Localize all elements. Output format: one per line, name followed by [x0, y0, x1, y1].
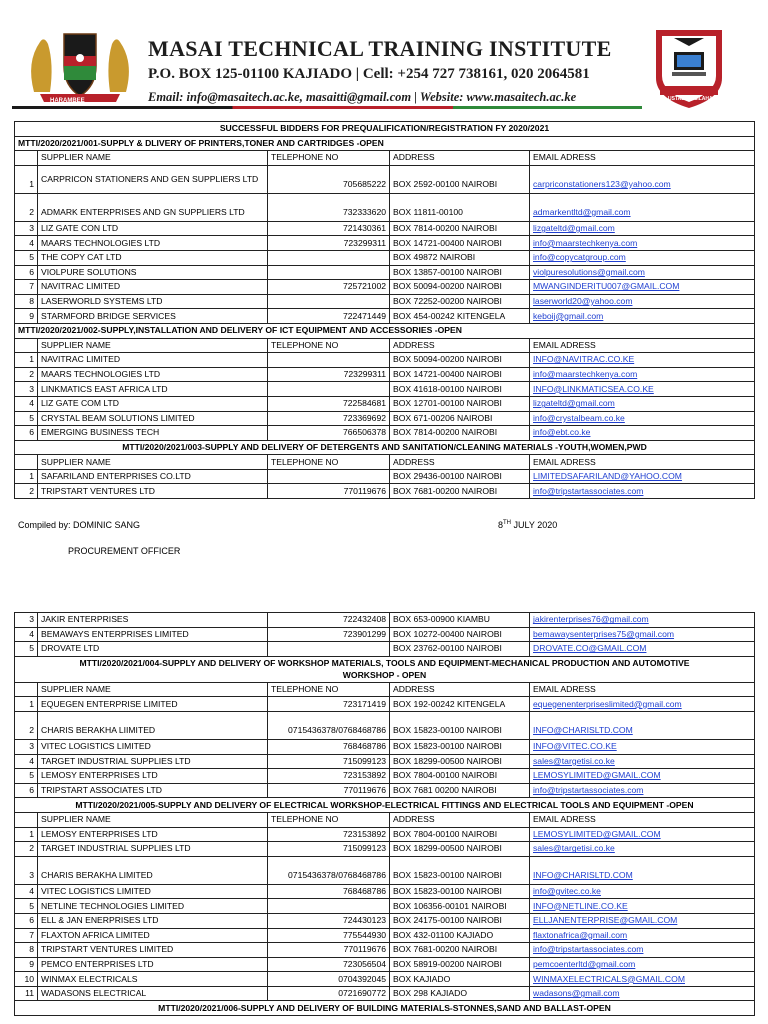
email-link[interactable]: info@crystalbeam.co.ke: [530, 411, 755, 426]
table-row: 1 EQUEGEN ENTERPRISE LIMITED 723171419 BOX 192-00242 KITENGELA equegenenterpriseslimited@gmail.com: [15, 697, 755, 712]
column-header-row: SUPPLIER NAME TELEPHONE NO ADDRESS EMAIL ADRESS: [15, 812, 755, 827]
color-stripe: [12, 106, 642, 109]
table-row: 3 JAKIR ENTERPRISES 722432408 BOX 653-00900 KIAMBU jakirenterprises76@gmail.com: [15, 613, 755, 628]
table-row: 2 MAARS TECHNOLOGIES LTD 723299311 BOX 14721-00400 NAIROBI info@maarstechkenya.com: [15, 367, 755, 382]
section-title: MTTI/2020/2021/005-SUPPLY AND DELIVERY OF ELECTRICAL WORKSHOP-ELECTRICAL FITTINGS AND ELECTRICAL TOOLS AND EQUIPMENT -OPEN: [15, 798, 755, 813]
table-row: 1 NAVITRAC LIMITED BOX 50094-00200 NAIROBI INFO@NAVITRAC.CO.KE: [15, 353, 755, 368]
table-row: 2 CHARIS BERAKHA LIIMITED 0715436378/0768468786 BOX 15823-00100 NAIROBI INFO@CHARISLTD.COM: [15, 711, 755, 739]
email-link[interactable]: violpuresolutions@gmail.com: [530, 265, 755, 280]
document-title: SUCCESSFUL BIDDERS FOR PREQUALIFICATION/REGISTRATION FY 2020/2021: [15, 122, 755, 137]
email-link[interactable]: INFO@VITEC.CO.KE: [530, 739, 755, 754]
email-link[interactable]: lizgateltd@gmail.com: [530, 221, 755, 236]
institute-contacts: Email: info@masaitech.ac.ke, masaitti@gmail.com | Website: www.masaitech.ac.ke: [148, 90, 577, 104]
email-link[interactable]: lizgateltd@gmail.com: [530, 396, 755, 411]
col-telephone: TELEPHONE NO: [268, 151, 390, 166]
table-row: 3 VITEC LOGISTICS LIMITED 768468786 BOX 15823-00100 NAIROBI INFO@VITEC.CO.KE: [15, 739, 755, 754]
officer-title: PROCUREMENT OFFICER: [68, 546, 181, 556]
table-row: 8 TRIPSTART VENTURES LIMITED 770119676 BOX 7681-00200 NAIROBI info@tripstartassociates.com: [15, 943, 755, 958]
table-row: 9 STARMFORD BRIDGE SERVICES 722471449 BOX 454-00242 KITENGELA keboij@gmail.com: [15, 309, 755, 324]
section-title: MTTI/2020/2021/004-SUPPLY AND DELIVERY OF WORKSHOP MATERIALS, TOOLS AND EQUIPMENT-MECHANICAL PRODUCTION AND AUTOMOTIVE WORKSHOP - OPEN: [15, 656, 755, 682]
table-row: 8 LASERWORLD SYSTEMS LTD BOX 72252-00200 NAIROBI laserworld20@yahoo.com: [15, 294, 755, 309]
table-row: 5 DROVATE LTD BOX 23762-00100 NAIROBI DROVATE.CO@GMAIL.COM: [15, 642, 755, 657]
col-supplier-name: SUPPLIER NAME: [38, 151, 268, 166]
table-row: 5 NETLINE TECHNOLOGIES LIMITED BOX 106356-00101 NAIROBI INFO@NETLINE.CO.KE: [15, 899, 755, 914]
email-link[interactable]: wadasons@gmail.com: [530, 986, 755, 1001]
section-title: MTTI/2020/2021/006-SUPPLY AND DELIVERY OF BUILDING MATERIALS-STONNES,SAND AND BALLAST-OPEN: [15, 1001, 755, 1016]
email-link[interactable]: ELLJANENTERPRISE@GMAIL.COM: [530, 913, 755, 928]
email-link[interactable]: INFO@CHARISLTD.COM: [530, 856, 755, 884]
table-row: 6 ELL & JAN ENERPRISES LTD 724430123 BOX 24175-00100 NAIROBI ELLJANENTERPRISE@GMAIL.COM: [15, 913, 755, 928]
col-email: EMAIL ADRESS: [530, 151, 755, 166]
email-link[interactable]: keboij@gmail.com: [530, 309, 755, 324]
table-row: 4 BEMAWAYS ENTERPRISES LIMITED 723901299 BOX 10272-00400 NAIROBI bemawaysenterprises75@gmail.com: [15, 627, 755, 642]
email-link[interactable]: info@ebt.co.ke: [530, 426, 755, 441]
table-row: 6 EMERGING BUSINESS TECH 766506378 BOX 7814-00200 NAIROBI info@ebt.co.ke: [15, 426, 755, 441]
email-link[interactable]: info@copycatgroup.com: [530, 250, 755, 265]
table-row: 3 LINKMATICS EAST AFRICA LTD BOX 41618-00100 NAIROBI INFO@LINKMATICSEA.CO.KE: [15, 382, 755, 397]
table-row: 1 CARPRICON STATIONERS AND GEN SUPPLIERS LTD 705685222 BOX 2592-00100 NAIROBI carpriconstationers123@yahoo.com: [15, 165, 755, 193]
table-row: 4 LIZ GATE COM LTD 722584681 BOX 12701-00100 NAIROBI lizgateltd@gmail.com: [15, 396, 755, 411]
table-row: 4 TARGET INDUSTRIAL SUPPLIES LTD 715099123 BOX 18299-00500 NAIROBI sales@targetisi.co.ke: [15, 754, 755, 769]
email-link[interactable]: INFO@NAVITRAC.CO.KE: [530, 353, 755, 368]
column-header-row: [15, 151, 755, 166]
table-row: 7 NAVITRAC LIMITED 725721002 BOX 50094-00200 NAIROBI MWANGINDERITU007@GMAIL.COM: [15, 280, 755, 295]
email-link[interactable]: INFO@CHARISLTD.COM: [530, 711, 755, 739]
email-link[interactable]: LEMOSYLIMITED@GMAIL.COM: [530, 827, 755, 842]
col-address: ADDRESS: [390, 151, 530, 166]
email-link[interactable]: pemcoenterltd@gmail.com: [530, 957, 755, 972]
table-row: 3 CHARIS BERAKHA LIMITED 0715436378/0768468786 BOX 15823-00100 NAIROBI INFO@CHARISLTD.COM: [15, 856, 755, 884]
table-row: 4 MAARS TECHNOLOGIES LTD 723299311 BOX 14721-00400 NAIROBI info@maarstechkenya.com: [15, 236, 755, 251]
institute-name: MASAI TECHNICAL TRAINING INSTITUTE: [148, 36, 612, 61]
email-link[interactable]: LIMITEDSAFARILAND@YAHOO.COM: [530, 469, 755, 484]
email-link[interactable]: LEMOSYLIMITED@GMAIL.COM: [530, 769, 755, 784]
section-title: MTTI/2020/2021/002-SUPPLY,INSTALLATION AND DELIVERY OF ICT EQUIPMENT AND ACCESSORIES -OPEN: [15, 323, 755, 338]
table-row: 1 SAFARILAND ENTERPRISES CO.LTD BOX 29436-00100 NAIROBI LIMITEDSAFARILAND@YAHOO.COM: [15, 469, 755, 484]
email-link[interactable]: jakirenterprises76@gmail.com: [530, 613, 755, 628]
column-header-row: SUPPLIER NAME TELEPHONE NO ADDRESS EMAIL ADRESS: [15, 338, 755, 353]
table-row: 10 WINMAX ELECTRICALS 0704392045 BOX KAJIADO WINMAXELECTRICALS@GMAIL.COM: [15, 972, 755, 987]
column-header-row: SUPPLIER NAME TELEPHONE NO ADDRESS EMAIL ADRESS: [15, 455, 755, 470]
section-title: MTTI/2020/2021/001-SUPPLY & DLIVERY OF PRINTERS,TONER AND CARTRIDGES -OPEN: [15, 136, 755, 151]
email-link[interactable]: info@tripstartassociates.com: [530, 484, 755, 499]
email-link[interactable]: INFO@NETLINE.CO.KE: [530, 899, 755, 914]
table-row: 5 LEMOSY ENTERPRISES LTD 723153892 BOX 7804-00100 NAIROBI LEMOSYLIMITED@GMAIL.COM: [15, 769, 755, 784]
email-link[interactable]: MWANGINDERITU007@GMAIL.COM: [530, 280, 755, 295]
email-link[interactable]: WINMAXELECTRICALS@GMAIL.COM: [530, 972, 755, 987]
email-link[interactable]: info@gvitec.co.ke: [530, 884, 755, 899]
bidders-table-page1: [14, 121, 755, 499]
table-row: 6 TRIPSTART ASSOCIATES LTD 770119676 BOX 7681 00200 NAIROBI info@tripstartassociates.com: [15, 783, 755, 798]
table-row: 7 FLAXTON AFRICA LIMITED 775544930 BOX 432-01100 KAJIADO flaxtonafrica@gmail.com: [15, 928, 755, 943]
email-link[interactable]: equegenenterpriseslimited@gmail.com: [530, 697, 755, 712]
kenya-coat-of-arms-icon: [20, 22, 140, 106]
email-link[interactable]: info@maarstechkenya.com: [530, 236, 755, 251]
email-link[interactable]: info@tripstartassociates.com: [530, 783, 755, 798]
table-row: 3 LIZ GATE CON LTD 721430361 BOX 7814-00200 NAIROBI lizgateltd@gmail.com: [15, 221, 755, 236]
crest-motto: HARAMBEE: [50, 98, 85, 104]
email-link[interactable]: info@maarstechkenya.com: [530, 367, 755, 382]
table-row: 2 TRIPSTART VENTURES LTD 770119676 BOX 7681-00200 NAIROBI info@tripstartassociates.com: [15, 484, 755, 499]
table-row: 5 THE COPY CAT LTD BOX 49872 NAIROBI info@copycatgroup.com: [15, 250, 755, 265]
email-link[interactable]: sales@targetisi.co.ke: [530, 754, 755, 769]
table-row: 4 VITEC LOGISTICS LIMITED 768468786 BOX 15823-00100 NAIROBI info@gvitec.co.ke: [15, 884, 755, 899]
institute-address: P.O. BOX 125-01100 KAJIADO | Cell: +254 727 738161, 020 2064581: [148, 66, 590, 82]
email-link[interactable]: INFO@LINKMATICSEA.CO.KE: [530, 382, 755, 397]
table-row: 5 CRYSTAL BEAM SOLUTIONS LIMITED 723369692 BOX 671-00206 NAIROBI info@crystalbeam.co.ke: [15, 411, 755, 426]
email-link[interactable]: laserworld20@yahoo.com: [530, 294, 755, 309]
email-link[interactable]: admarkentltd@gmail.com: [530, 193, 755, 221]
bidders-table-page2: [14, 612, 755, 1016]
email-link[interactable]: sales@targetisi.co.ke: [530, 842, 755, 857]
table-row: 2 ADMARK ENTERPRISES AND GN SUPPLIERS LTD 732333620 BOX 11811-00100 admarkentltd@gmail.com: [15, 193, 755, 221]
table-row: 1 LEMOSY ENTERPRISES LTD 723153892 BOX 7804-00100 NAIROBI LEMOSYLIMITED@GMAIL.COM: [15, 827, 755, 842]
table-row: 11 WADASONS ELECTRICAL 0721690772 BOX 298 KAJIADO wadasons@gmail.com: [15, 986, 755, 1001]
table-row: 2 TARGET INDUSTRIAL SUPPLIES LTD 715099123 BOX 18299-00500 NAIROBI sales@targetisi.co.ke: [15, 842, 755, 857]
logo-motto: USTADI NI SILAHA: [668, 96, 713, 102]
table-row: 9 PEMCO ENTERPRISES LTD 723056504 BOX 58919-00200 NAIROBI pemcoenterltd@gmail.com: [15, 957, 755, 972]
compiled-by: Compiled by: DOMINIC SANG: [18, 520, 141, 530]
email-link[interactable]: info@tripstartassociates.com: [530, 943, 755, 958]
email-link[interactable]: flaxtonafrica@gmail.com: [530, 928, 755, 943]
letterhead: [0, 0, 768, 112]
section-title: MTTI/2020/2021/003-SUPPLY AND DELIVERY OF DETERGENTS AND SANITATION/CLEANING MATERIALS -YOUTH,WOMEN,PWD: [15, 440, 755, 455]
email-link[interactable]: carpriconstationers123@yahoo.com: [530, 165, 755, 193]
email-link[interactable]: DROVATE.CO@GMAIL.COM: [530, 642, 755, 657]
email-link[interactable]: bemawaysenterprises75@gmail.com: [530, 627, 755, 642]
compiled-date: 8TH JULY 2020: [498, 520, 558, 530]
column-header-row: SUPPLIER NAME TELEPHONE NO ADDRESS EMAIL ADRESS: [15, 682, 755, 697]
table-row: 6 VIOLPURE SOLUTIONS BOX 13857-00100 NAIROBI violpuresolutions@gmail.com: [15, 265, 755, 280]
